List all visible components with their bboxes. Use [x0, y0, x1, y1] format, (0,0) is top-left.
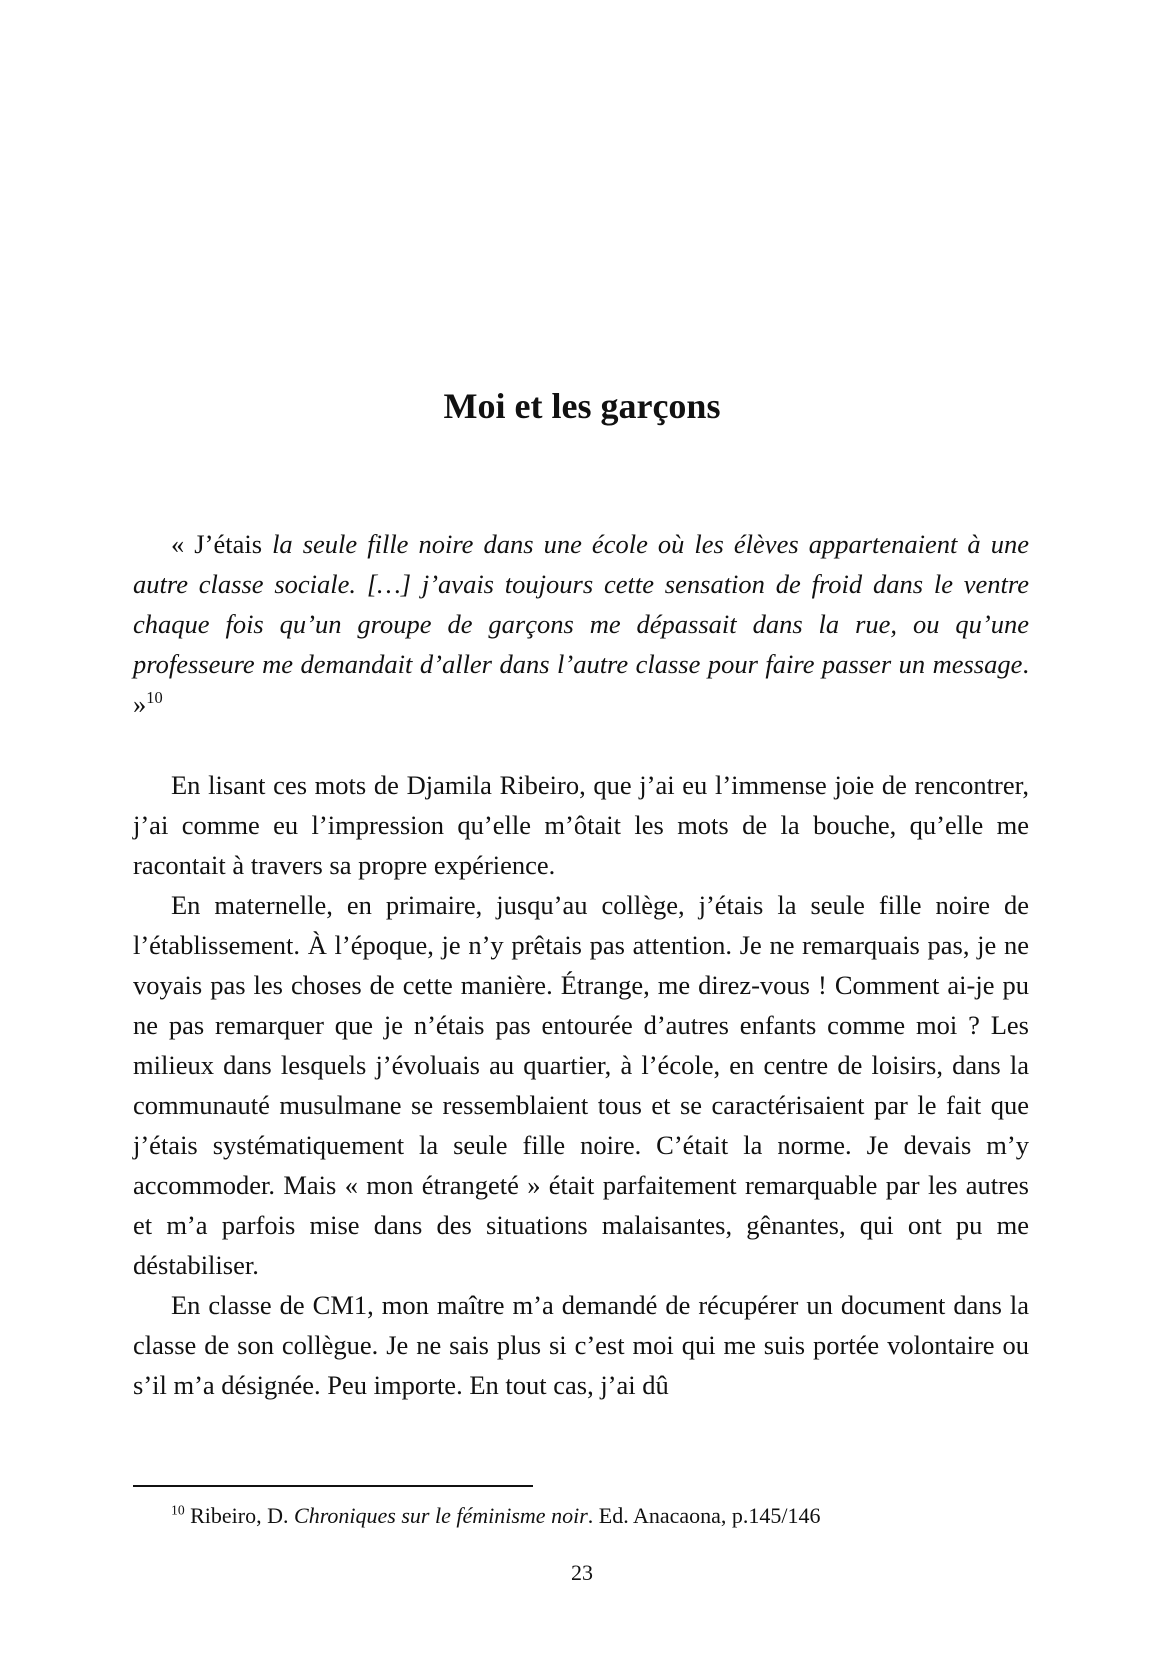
footnote-details: . Ed. Anacaona, p.145/146	[587, 1503, 821, 1528]
epigraph-close-quote: . »	[133, 649, 1029, 719]
paragraph: En classe de CM1, mon maître m’a demandé de récupérer un document dans la classe de son collègue. Je ne sais plus si c’est moi qui me suis portée volontaire ou s’il m’a désignée. Peu importe. En tout cas, j’ai dû	[133, 1290, 1029, 1400]
page-number: 23	[571, 1560, 593, 1585]
paragraph: En maternelle, en primaire, jusqu’au collège, j’étais la seule fille noire de l’établissement. À l’époque, je n’y prêtais pas attention. Je ne remarquais pas, je ne voyais pas les choses de cette manière. Étrange, me direz-vous ! Comment ai-je pu ne pas remarquer que je n’étais pas entourée d’autres enfants comme moi ? Les milieux dans lesquels j’évoluais au quartier, à l’école, en centre de loisirs, dans la communauté musulmane se ressemblaient tous et se caractérisaient par le fait que j’étais systématiquement la seule fille noire. C’était la norme. Je devais m’y accommoder. Mais « mon étrangeté » était parfaitement remarquable par les autres et m’a parfois mise dans des situations malaisantes, gênantes, qui ont pu me déstabiliser.	[133, 890, 1029, 1280]
footnote-work-title: Chroniques sur le féminisme noir	[294, 1503, 588, 1528]
footnote-number: 10	[171, 1502, 185, 1518]
main-text	[133, 765, 1029, 1405]
chapter-title: Moi et les garçons	[443, 386, 721, 426]
epigraph-paragraph	[133, 524, 1029, 724]
footnote	[171, 1500, 1031, 1532]
epigraph-open-quote: « J’étais	[171, 529, 273, 559]
epigraph	[133, 524, 1029, 724]
paragraph: En lisant ces mots de Djamila Ribeiro, que j’ai eu l’immense joie de rencontrer, j’ai comme eu l’impression qu’elle m’ôtait les mots de la bouche, qu’elle me racontait à travers sa propre expérience.	[133, 770, 1029, 880]
epigraph-quote-text: la seule fille noire dans une école où les élèves appartenaient à une autre classe sociale. […] j’avais toujours cette sensation de froid dans le ventre chaque fois qu’un groupe de garçons me dépassait dans la rue, ou qu’une professeure me demandait d’aller dans l’autre classe pour faire passer un message	[133, 529, 1029, 679]
footnote-divider	[133, 1485, 533, 1487]
footnote-author: Ribeiro, D.	[190, 1503, 295, 1528]
footnote-reference[interactable]: 10	[146, 688, 163, 708]
